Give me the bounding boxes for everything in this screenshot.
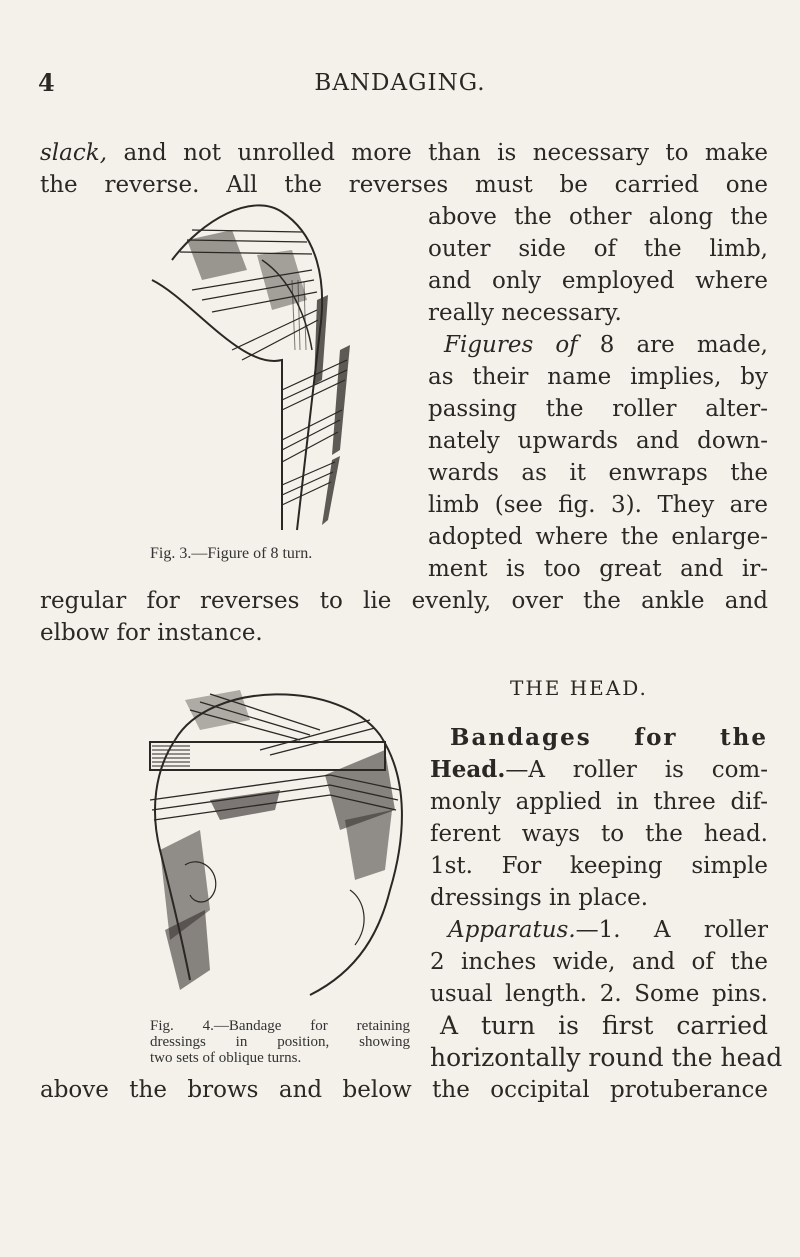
figure-caption: Fig. 3.—Figure of 8 turn. — [150, 545, 313, 562]
figure-caption: Fig. 4.—Bandage for retaining dressings in position, showing two sets of oblique turns. — [150, 1018, 410, 1066]
text-line: passing the roller alter- — [428, 396, 768, 422]
text-line: really necessary. — [428, 300, 622, 326]
text-line: as their name implies, by — [428, 364, 768, 390]
text-line: usual length. 2. Some pins. — [430, 981, 768, 1007]
text-line: limb (see fig. 3). They are — [428, 492, 768, 518]
text-line: slack, and not unrolled more than is necessary to make — [40, 140, 768, 166]
text-line: 2 inches wide, and of the — [430, 949, 768, 975]
text-line: Bandages for the — [450, 724, 768, 751]
page-number: 4 — [38, 68, 55, 97]
text-line: the reverse. All the reverses must be carried one — [40, 172, 768, 198]
text-line: Apparatus.—1. A roller — [448, 917, 768, 943]
text-line: and only employed where — [428, 268, 768, 294]
text-line: Figures of 8 are made, — [444, 332, 768, 358]
text-line: elbow for instance. — [40, 620, 263, 646]
text-line: horizontally round the head — [430, 1043, 783, 1072]
text-line: A turn is first carried — [440, 1011, 768, 1040]
figure-of-eight-illustration — [132, 200, 432, 560]
text-line: ment is too great and ir- — [428, 556, 768, 582]
text-line: above the brows and below the occipital protuberance — [40, 1077, 768, 1103]
head-bandage-illustration — [130, 680, 420, 1010]
running-head: BANDAGING. — [314, 70, 486, 96]
text-line: Head.—A roller is com- — [430, 756, 768, 783]
section-title: THE HEAD. — [510, 676, 648, 700]
text-line: adopted where the enlarge- — [428, 524, 768, 550]
text-line: nately upwards and down- — [428, 428, 768, 454]
text-line: 1st. For keeping simple — [430, 853, 768, 879]
text-line: dressings in place. — [430, 885, 649, 911]
text-line: monly applied in three dif- — [430, 789, 768, 815]
text-line: outer side of the limb, — [428, 236, 768, 262]
text-line: ferent ways to the head. — [430, 821, 768, 847]
text-line: above the other along the — [428, 204, 768, 230]
text-line: regular for reverses to lie evenly, over the ankle and — [40, 588, 768, 614]
text-line: wards as it enwraps the — [428, 460, 768, 486]
